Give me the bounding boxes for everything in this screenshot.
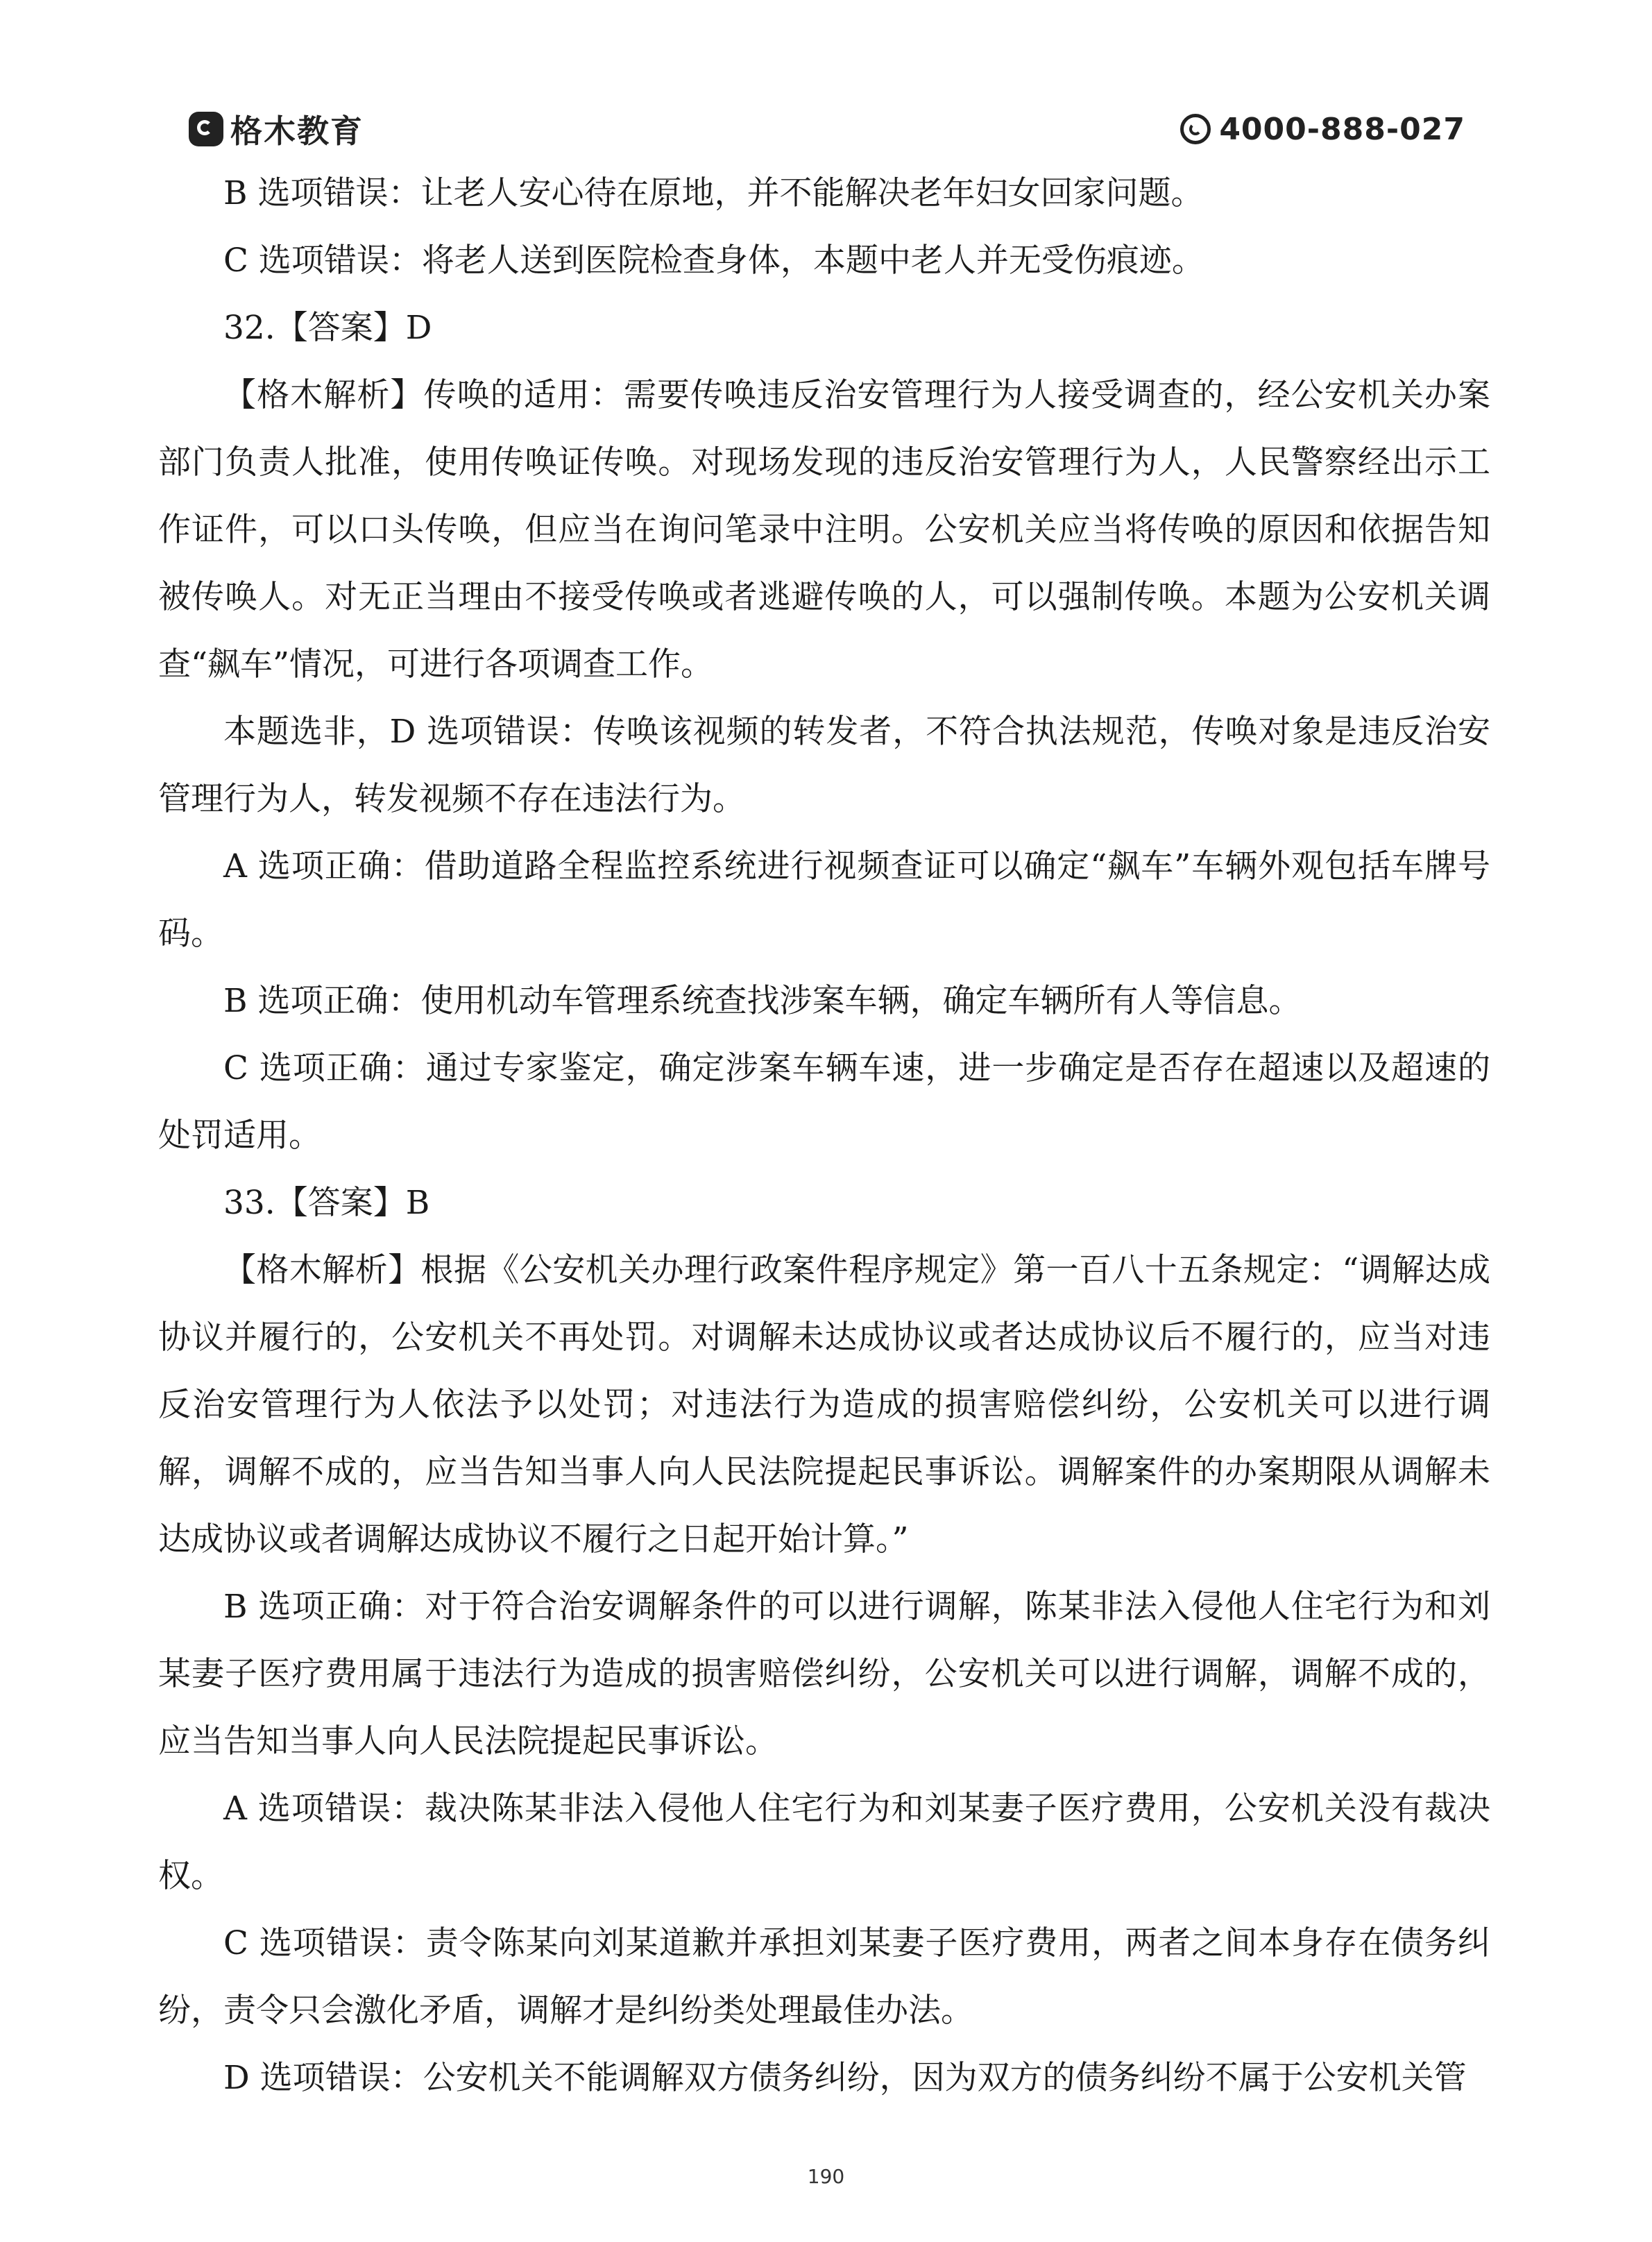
paragraph: A 选项错误：裁决陈某非法入侵他人住宅行为和刘某妻子医疗费用，公安机关没有裁决权。 [158, 1790, 1490, 1895]
paragraph: B 选项正确：对于符合治安调解条件的可以进行调解，陈某非法入侵他人住宅行为和刘某妻子医疗费用属于违法行为造成的损害赔偿纠纷，公安机关可以进行调解，调解不成的，应当告知当事人向人民法院提起民事诉讼。 [158, 1588, 1490, 1760]
paragraph: A 选项正确：借助道路全程监控系统进行视频查证可以确定“飙车”车辆外观包括车牌号码。 [158, 847, 1490, 953]
paragraph: C 选项错误：将老人送到医院检查身体，本题中老人并无受伤痕迹。 [223, 241, 1204, 280]
paragraph: B 选项正确：使用机动车管理系统查找涉案车辆，确定车辆所有人等信息。 [223, 982, 1302, 1020]
document-body [158, 160, 1490, 2112]
hotline [1180, 104, 1465, 154]
paragraph: D 选项错误：公安机关不能调解双方债务纠纷，因为双方的债务纠纷不属于公安机关管 [223, 2059, 1467, 2097]
paragraph: 【格木解析】根据《公安机关办理行政案件程序规定》第一百八十五条规定：“调解达成协议并履行的，公安机关不再处罚。对调解未达成协议或者达成协议后不履行的，应当对违反治安管理行为人依法予以处罚；对违法行为造成的损害赔偿纠纷，公安机关可以进行调解，调解不成的，应当告知当事人向人民法院提起民事诉讼。调解案件的办案期限从调解未达成协议或者调解达成协议不履行之日起开始计算。” [158, 1251, 1490, 1559]
brand-logo [189, 104, 364, 154]
answer-heading: 32.【答案】D [223, 309, 432, 347]
page-header [189, 104, 1465, 154]
brand-logo-icon [189, 112, 223, 146]
paragraph: 【格木解析】传唤的适用：需要传唤违反治安管理行为人接受调查的，经公安机关办案部门负责人批准，使用传唤证传唤。对现场发现的违反治安管理行为人，人民警察经出示工作证件，可以口头传唤，但应当在询问笔录中注明。公安机关应当将传唤的原因和依据告知被传唤人。对无正当理由不接受传唤或者逃避传唤的人，可以强制传唤。本题为公安机关调查“飙车”情况，可进行各项调查工作。 [158, 376, 1490, 683]
paragraph: 本题选非，D 选项错误：传唤该视频的转发者，不符合执法规范，传唤对象是违反治安管理行为人，转发视频不存在违法行为。 [158, 713, 1490, 818]
hotline-number: 4000-888-027 [1219, 111, 1465, 147]
brand-name: 格木教育 [230, 112, 364, 150]
paragraph: C 选项正确：通过专家鉴定，确定涉案车辆车速，进一步确定是否存在超速以及超速的处罚适用。 [158, 1049, 1490, 1155]
phone-icon [1180, 114, 1211, 144]
paragraph: B 选项错误：让老人安心待在原地，并不能解决老年妇女回家问题。 [223, 174, 1204, 212]
answer-heading: 33.【答案】B [223, 1184, 430, 1222]
page-number: 190 [807, 2165, 845, 2188]
paragraph: C 选项错误：责令陈某向刘某道歉并承担刘某妻子医疗费用，两者之间本身存在债务纠纷，责令只会激化矛盾，调解才是纠纷类处理最佳办法。 [158, 1924, 1490, 2030]
